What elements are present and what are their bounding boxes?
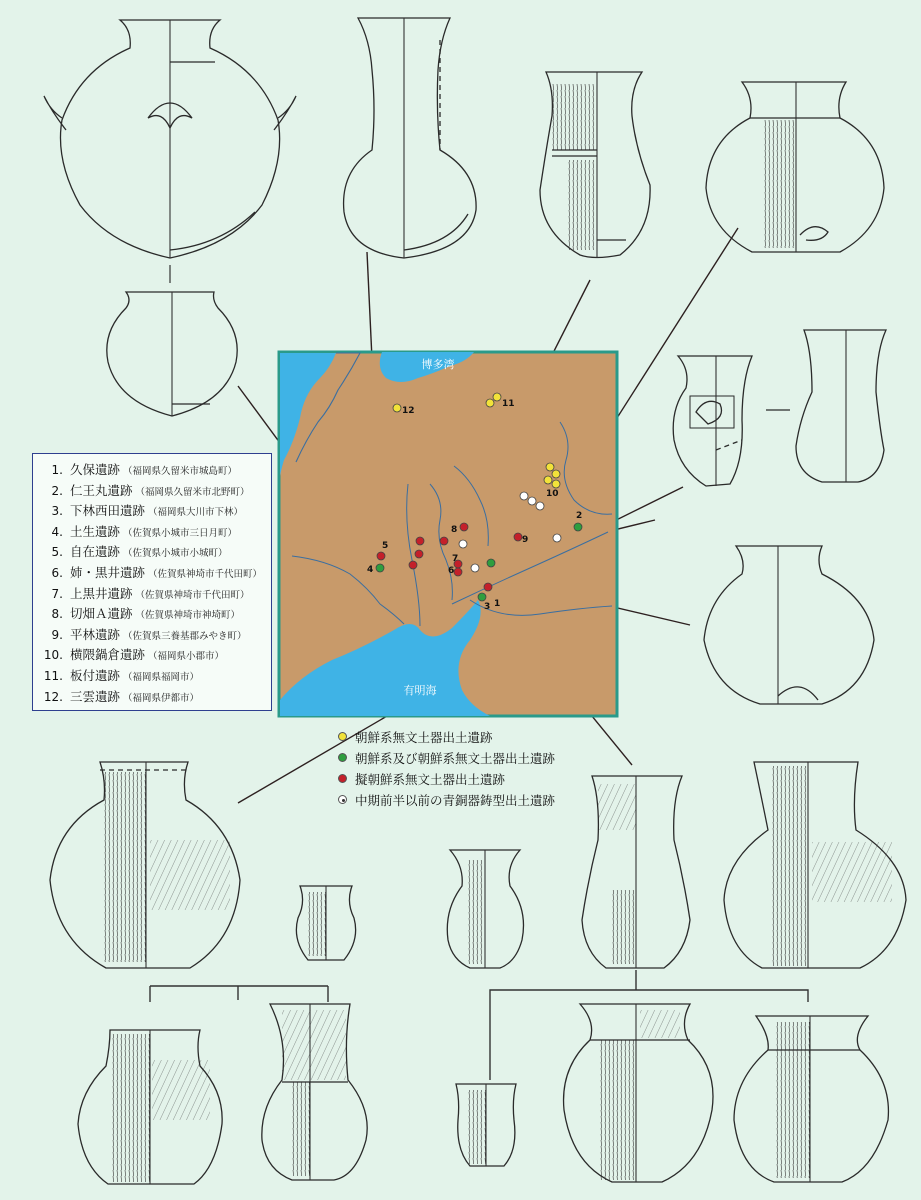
mold-marker-c — [536, 502, 544, 510]
site-list-name: 上黒井遺跡 — [70, 585, 133, 601]
site-list-name: 下林西田遺跡 — [70, 503, 146, 519]
pot-drawing-wide-jar — [704, 546, 874, 704]
site-marker-c — [409, 561, 417, 569]
legend-dot-icon — [338, 732, 347, 741]
site-marker-8 — [460, 523, 468, 531]
pot-drawing-tall-neck-jar — [344, 18, 477, 258]
site-marker-2 — [574, 523, 582, 531]
site-list-number: 10. — [43, 648, 63, 663]
site-list-location: （福岡県久留米市北野町） — [135, 486, 250, 498]
legend-dot-icon — [338, 795, 347, 804]
site-marker-a — [416, 537, 424, 545]
site-marker-11b — [493, 393, 501, 401]
site-list-item — [37, 687, 271, 708]
pot-drawing-jar-bottom-mid — [564, 1004, 713, 1182]
site-marker-10b — [552, 470, 560, 478]
pot-drawing-round-jar — [706, 82, 884, 252]
site-list-name: 三雲遺跡 — [70, 688, 121, 704]
site-marker-green — [487, 559, 495, 567]
site-list-number: 5. — [51, 545, 63, 560]
site-number-5: 5 — [382, 541, 389, 551]
site-marker-11 — [486, 399, 494, 407]
legend-label: 朝鮮系無文土器出土遺跡 — [355, 729, 493, 745]
legend-item — [338, 768, 628, 789]
site-number-9: 9 — [522, 535, 529, 545]
sea-label-south: 有明海 — [403, 684, 437, 697]
site-marker-4 — [376, 564, 384, 572]
site-list-number: 3. — [51, 504, 63, 519]
site-list-location: （佐賀県神埼市千代田町） — [148, 568, 263, 580]
site-number-6: 6 — [448, 566, 455, 576]
site-list-location: （福岡県伊都市） — [123, 692, 200, 704]
site-number-7: 7 — [452, 554, 459, 564]
site-list-item — [37, 645, 271, 666]
mold-marker-d — [553, 534, 561, 542]
site-list-item — [37, 604, 271, 625]
site-marker-d — [440, 537, 448, 545]
site-number-8: 8 — [451, 525, 458, 535]
site-list-name: 横隈鍋倉遺跡 — [70, 647, 146, 663]
site-list-item — [37, 625, 271, 646]
site-list-name: 姉・黒井遺跡 — [70, 564, 146, 580]
pot-drawing-small-jar — [107, 292, 237, 416]
pot-drawing-jar-bottom-right — [734, 1016, 888, 1182]
site-marker-1 — [484, 583, 492, 591]
site-list-item — [37, 584, 271, 605]
legend-label: 中期前半以前の青銅器鋳型出土遺跡 — [355, 792, 556, 808]
map-legend — [338, 726, 628, 810]
site-marker-b — [415, 550, 423, 558]
site-list-item — [37, 522, 271, 543]
site-list-name: 切畑Ａ遺跡 — [70, 606, 133, 622]
mold-marker-b — [528, 497, 536, 505]
site-list-name: 平林遺跡 — [70, 626, 121, 642]
pot-drawing-jar-left-1 — [78, 1030, 222, 1184]
site-number-1: 1 — [494, 599, 501, 609]
site-number-12: 12 — [402, 406, 415, 416]
site-list-number: 11. — [43, 668, 63, 683]
site-list-location: （佐賀県神埼市千代田町） — [135, 589, 250, 601]
site-list-item — [37, 563, 271, 584]
legend-item — [338, 726, 628, 747]
group-bracket-left — [150, 986, 328, 1002]
sea-label-north: 博多湾 — [421, 358, 455, 371]
site-list-panel — [32, 453, 272, 711]
mold-marker-a — [520, 492, 528, 500]
site-list-number: 9. — [51, 627, 63, 642]
site-list-location: （福岡県久留米市城島町） — [123, 466, 238, 477]
site-list-number: 12. — [43, 689, 63, 704]
site-number-10: 10 — [546, 489, 559, 499]
site-list-name: 自在遺跡 — [70, 544, 121, 560]
pot-drawing-small-vessel — [296, 886, 355, 960]
pot-drawing-large-jar — [50, 762, 240, 968]
site-list-location: （福岡県福岡市） — [123, 671, 200, 683]
legend-label: 朝鮮系及び朝鮮系無文土器出土遺跡 — [355, 750, 556, 766]
site-list-name: 久保遺跡 — [70, 462, 121, 477]
site-marker-10a — [546, 463, 554, 471]
site-number-11: 11 — [502, 399, 515, 409]
site-marker-10c — [544, 476, 552, 484]
site-number-2: 2 — [576, 511, 583, 521]
site-list-location: （佐賀県三養基郡みやき町） — [123, 630, 247, 642]
site-list-number: 7. — [51, 586, 63, 601]
site-list-item — [37, 460, 271, 481]
pot-drawing-large-jar-right — [724, 762, 906, 968]
site-marker-6 — [454, 568, 462, 576]
site-list-location: （佐賀県小城市三日月町） — [123, 527, 238, 539]
site-list-item — [37, 481, 271, 502]
site-number-3: 3 — [484, 602, 491, 612]
pot-drawing-cup-bottom — [456, 1084, 516, 1166]
legend-dot-icon — [338, 774, 347, 783]
site-list-name: 板付遺跡 — [70, 667, 121, 683]
mold-marker-e — [459, 540, 467, 548]
site-list-item — [37, 501, 271, 522]
site-list-item — [37, 542, 271, 563]
site-list-number: 1. — [51, 463, 63, 477]
site-list-number: 4. — [51, 524, 63, 539]
legend-dot-icon — [338, 753, 347, 762]
pot-drawing-jar-left-2 — [262, 1004, 367, 1180]
site-list-location: （佐賀県神埼市神埼町） — [135, 610, 241, 622]
legend-item — [338, 747, 628, 768]
site-list-number: 8. — [51, 607, 63, 622]
pot-drawing-lugged-jar — [44, 20, 296, 258]
site-list-item — [37, 666, 271, 687]
site-marker-3 — [478, 593, 486, 601]
pot-drawing-cup-pair — [673, 330, 886, 486]
site-marker-9 — [514, 533, 522, 541]
site-list-location: （佐賀県小城市小城町） — [123, 548, 228, 560]
pot-drawing-cup-small — [447, 850, 523, 968]
site-list-name: 土生遺跡 — [70, 523, 121, 539]
site-marker-5 — [377, 552, 385, 560]
pot-drawing-hatched-jar — [540, 72, 650, 258]
site-number-4: 4 — [367, 565, 374, 575]
site-marker-10d — [552, 480, 560, 488]
legend-item — [338, 789, 628, 810]
site-marker-12 — [393, 404, 401, 412]
site-list-location: （福岡県大川市下林） — [148, 507, 244, 519]
site-list-name: 仁王丸遺跡 — [70, 482, 133, 498]
legend-label: 擬朝鮮系無文土器出土遺跡 — [355, 771, 506, 787]
mold-marker-f — [471, 564, 479, 572]
site-list-number: 2. — [51, 483, 63, 498]
site-list-location: （福岡県小郡市） — [148, 651, 225, 663]
site-list-number: 6. — [51, 565, 63, 580]
map — [279, 352, 617, 716]
